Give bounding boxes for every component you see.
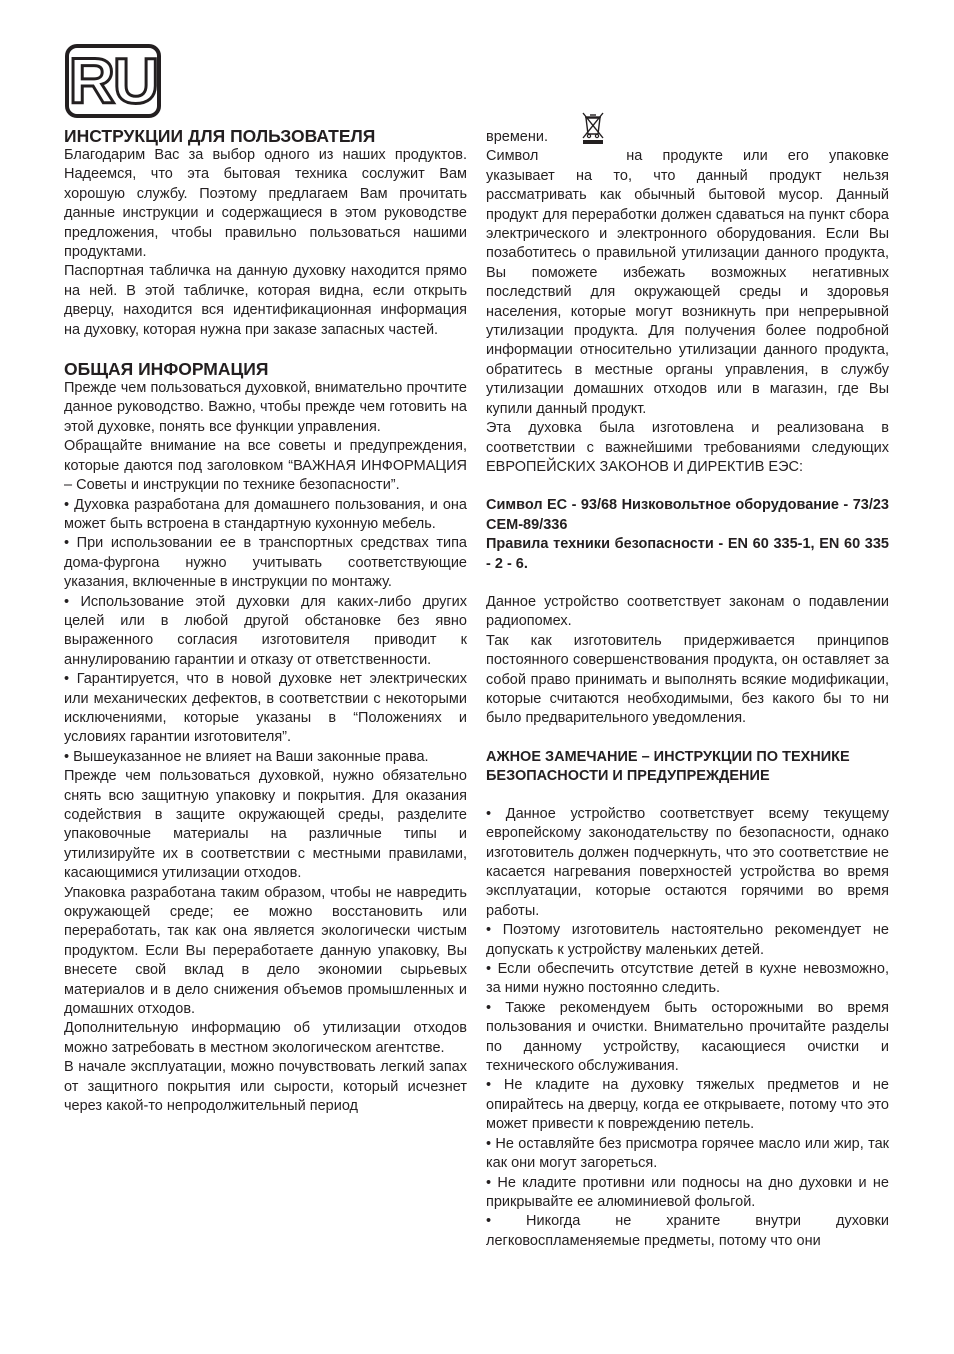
safety-section-title: АЖНОЕ ЗАМЕЧАНИЕ – ИНСТРУКЦИИ ПО ТЕХНИКЕ БЕЗОПАСНОСТИ И ПРЕДУПРЕЖДЕНИЕ (486, 748, 850, 784)
safety-item: • Если обеспечить отсутствие детей в кухне невозможно, за ними нужно постоянно следить. (486, 961, 889, 997)
safety-item: • Поэтому изготовитель настоятельно рекомендует не допускать к устройству маленьких детей. (486, 922, 889, 958)
left-column (64, 126, 467, 1117)
safety-item: • Не оставляйте без присмотра горячее масло или жир, так как они могут загореться. (486, 1135, 889, 1172)
body-paragraph: Обращайте внимание на все советы и предупреждения, которые даются под заголовком “ВАЖНАЯ ИНФОРМАЦИЯ – Советы и инструкции по технике безопасности”. (64, 438, 467, 494)
symbol-paragraph (486, 147, 889, 419)
safety-item: • Также рекомендуем быть осторожными во время пользования и очистки. Внимательно прочитайте разделы по данному устройству, касающиеся очистки и технического обслуживания. (486, 999, 889, 1075)
bullet-item: • Гарантируется, что в новой духовке нет электрических или механических дефектов, в соответствии с некоторыми исключениями, которые указаны в “Положениях и условиях гарантии изготовителя”. (64, 671, 467, 746)
intro-paragraph: Паспортная табличка на данную духовку находится прямо на ней. В этой табличке, которая видна, если открыть дверцу, находится вся идентификационная информация на духовку, которая нужна при заказе запасных частей. (64, 263, 467, 338)
continuation-word: времени. (486, 129, 549, 145)
directive-item: Символ ЕС - 93/68 Низковольтное оборудование - 73/23 CEM-89/336 (486, 497, 889, 533)
directives-intro: Эта духовка была изготовлена и реализована в соответствии с важнейшими требованиями следующих ЕВРОПЕЙСКИХ ЗАКОНОВ И ДИРЕКТИВ ЕЭС: (486, 420, 889, 475)
right-column (486, 126, 889, 1251)
body-paragraph: В начале эксплуатации, можно почувствовать легкий запах от защитного покрытия или сырости, который исчезнет через какой-то непродолжительный период (64, 1059, 467, 1115)
body-paragraph: Прежде чем пользоваться духовкой, нужно обязательно снять всю защитную упаковку и покрытия. Для оказания содействия в защите окружающей среды, разделите упаковочные материалы на различные типы и утилизируйте их в соответствии с местными правилами, касающимися утилизации отходов. (64, 768, 467, 882)
bullet-item: • Вышеуказанное не влияет на Ваши законные права. (64, 748, 429, 765)
safety-item: • Не кладите на духовку тяжелых предметов и не опирайтесь на дверцу, когда ее открываете, потому что это может привести к повреждению петель. (486, 1077, 889, 1133)
bullet-item: • Использование этой духовки для каких-либо других целей или в любой другой обстановке без явно выраженного согласия изготовителя приводит к аннулированию гарантии и отказу от ответственности. (64, 593, 467, 668)
language-badge (65, 44, 161, 118)
language-code: RU (68, 45, 158, 117)
compliance-paragraph: Так как изготовитель придерживается принципов постоянного совершенствования продукта, он оставляет за собой право принимать и выполнять всякие модификации, которые считаются необходимыми, без какого бы то ни было предварительного уведомления. (486, 632, 889, 727)
section-title: ОБЩАЯ ИНФОРМАЦИЯ (64, 359, 269, 380)
compliance-paragraph: Данное устройство соответствует законам о подавлении радиопомех. (486, 593, 889, 630)
symbol-word: Символ (486, 148, 539, 165)
intro-paragraph: Благодарим Вас за выбор одного из наших продуктов. Надеемся, что эта бытовая техника сослужит Вам хорошую службу. Поэтому предлагаем Вам прочитать данные инструкции и содержащиеся в этом руководстве предложения, чтобы правильно пользоваться нашими продуктами. (64, 147, 467, 261)
body-paragraph: Прежде чем пользоваться духовкой, внимательно прочтите данное руководство. Важно, чтобы прежде чем готовить на этой духовке, понять все функции управления. (64, 380, 467, 435)
symbol-description: на продукте или его упаковке указывает на то, что данный продукт нельзя рассматривать как обычный бытовой мусор. Данный продукт для переработки должен сдаваться на пункт сбора электрического и электронного оборудования. Если Вы позаботитесь о правильной утилизации данного продукта, Вы поможете избежать возможных негативных последствий для окружающей среды и здоровья населения, которые могут возникнуть при непрерывной утилизации продукта. Для получения более подробной информации относительно утилизации данного продукта, обратитесь в местные органы управления, в службу утилизации домашних отходов или в магазин, где Вы купили данный продукт. (486, 148, 889, 417)
body-paragraph: Упаковка разработана таким образом, чтобы не навредить окружающей среде; ее можно восстановить или переработать, так как она является экологически чистым продуктом. Если Вы переработаете данную упаковку, Вы внесете свой вклад в дело экономии сырьевых материалов и в дело снижения объемов промышленных и домашних отходов. (64, 884, 467, 1018)
safety-item: • Никогда не храните внутри духовки легковоспламеняемые предметы, потому что они (486, 1213, 889, 1249)
safety-item: • Данное устройство соответствует всему текущему европейскому законодательству по безопасности, однако изготовитель должен подчеркнуть, что это соответствие не касается нагревания поверхностей устройства во время эксплуатации, которые остаются горячими во время работы. (486, 805, 889, 919)
body-paragraph: Дополнительную информацию об утилизации отходов можно затребовать в местном экологическом агентстве. (64, 1020, 467, 1056)
page-title: ИНСТРУКЦИИ ДЛЯ ПОЛЬЗОВАТЕЛЯ (64, 126, 376, 146)
continuation-text (486, 128, 889, 147)
directive-item: Правила техники безопасности - EN 60 335-1, EN 60 335 - 2 - 6. (486, 536, 889, 572)
bullet-item: • Духовка разработана для домашнего пользования, и она может быть встроена в стандартную кухонную мебель. (64, 496, 467, 532)
safety-item: • Не кладите противни или подносы на дно духовки и не прикрывайте ее алюминиевой фольгой. (486, 1174, 889, 1210)
crossed-out-wheelie-bin-icon (580, 110, 606, 144)
bullet-item: • При использовании ее в транспортных средствах типа дома-фургона нужно учитывать соответствующие указания, включенные в инструкции по монтажу. (64, 535, 467, 591)
